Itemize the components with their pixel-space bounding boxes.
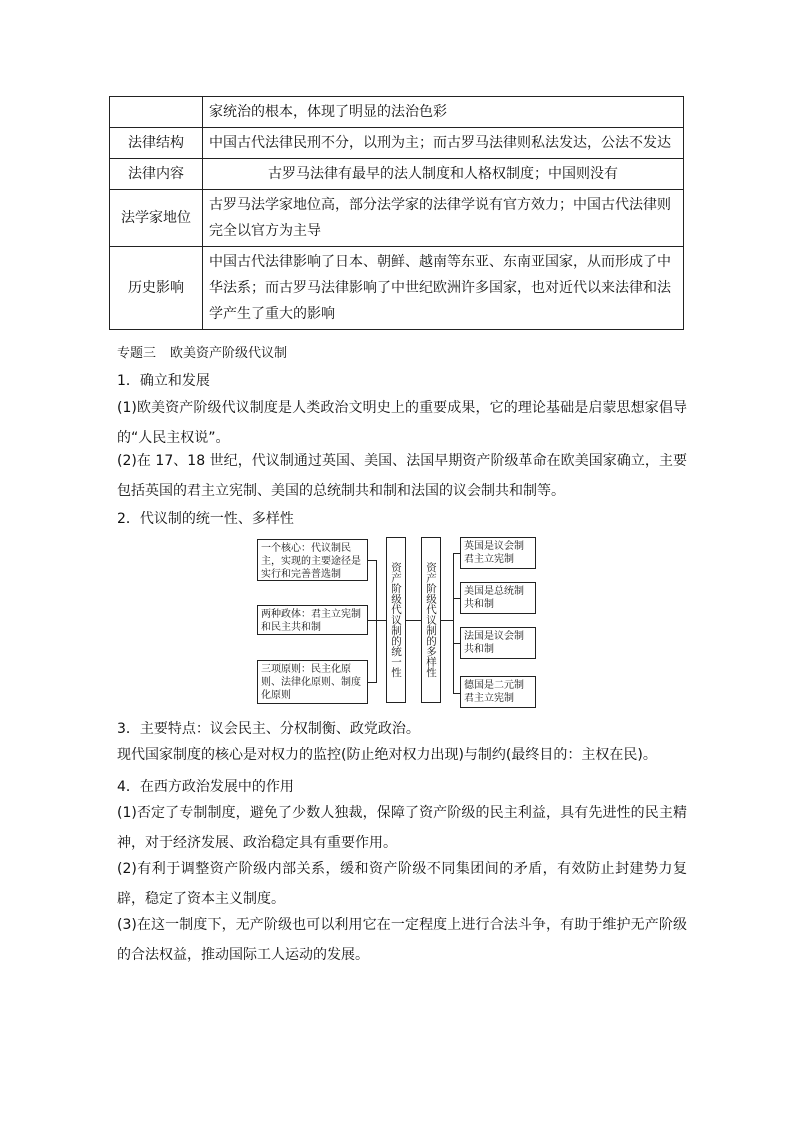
- row-label: [110, 97, 203, 128]
- row-text: 家统治的根本，体现了明显的法治色彩: [203, 97, 684, 128]
- paragraph: (2)在 17、18 世纪，代议制通过英国、美国、法国早期资产阶级革命在欧美国家确立，主要包括英国的君主立宪制、美国的总统制共和制和法国的议会制共和制等。: [117, 453, 687, 499]
- connector-line: [368, 560, 376, 561]
- row-text: 古罗马法律有最早的法人制度和人格权制度；中国则没有: [203, 159, 684, 190]
- row-label: 法律内容: [110, 159, 203, 190]
- connector-line: [453, 643, 460, 644]
- table-row: [110, 247, 684, 330]
- row-label: 法学家地位: [110, 190, 203, 247]
- diagram-box-germany: 德国是二元制君主立宪制: [460, 676, 536, 708]
- structure-diagram: [255, 535, 540, 710]
- table-row: [110, 97, 684, 128]
- section-title: [117, 342, 687, 361]
- section-number: 专题三: [117, 346, 157, 361]
- connector-line: [453, 553, 460, 554]
- paragraph: (3)在这一制度下，无产阶级也可以利用它在一定程度上进行合法斗争，有助于维护无产阶级的合法权益，推动国际工人运动的发展。: [117, 917, 687, 963]
- heading-3: [117, 718, 687, 738]
- heading-3-rest: ：议会民主、分权制衡、政党政治。: [195, 721, 420, 737]
- connector-line: [441, 620, 453, 621]
- heading-2: 2．代议制的统一性、多样性: [117, 511, 294, 527]
- row-label: 法律结构: [110, 128, 203, 159]
- heading-1: 1．确立和发展: [117, 373, 210, 389]
- row-text: 中国古代法律影响了日本、朝鲜、越南等东亚、东南亚国家，从而形成了中华法系；而古罗马法律影响了中世纪欧洲许多国家，也对近代以来法律和法学产生了重大的影响: [203, 247, 684, 330]
- diagram-box-core: 一个核心：代议制民主，实现的主要途径是实行和完善普选制: [257, 539, 368, 581]
- connector-line: [368, 682, 376, 683]
- diagram-box-uk: 英国是议会制君主立宪制: [460, 537, 536, 569]
- connector-line: [453, 598, 460, 599]
- heading-3-prefix: 3．主要特点: [117, 721, 196, 737]
- diagram-box-us: 美国是总统制共和制: [460, 582, 536, 614]
- diagram-box-diversity: 资产阶级代议制的多样性: [421, 537, 441, 703]
- diagram-box-polity: 两种政体：君主立宪制和民主共和制: [257, 605, 368, 635]
- table-row: [110, 128, 684, 159]
- row-text: 古罗马法学家地位高，部分法学家的法律学说有官方效力；中国古代法律则完全以官方为主导: [203, 190, 684, 247]
- paragraph: (1)欧美资产阶级代议制度是人类政治文明史上的重要成果，它的理论基础是启蒙思想家倡导的“人民主权说”。: [117, 400, 687, 446]
- diagram-box-principles: 三项原则：民主化原则、法律化原则、制度化原则: [257, 660, 368, 704]
- table-row: [110, 190, 684, 247]
- paragraph: 现代国家制度的核心是对权力的监控(防止绝对权力出现)与制约(最终目的：主权在民)。: [117, 747, 657, 763]
- diagram-box-france: 法国是议会制共和制: [460, 627, 536, 659]
- comparison-table: [109, 96, 684, 330]
- section-title-text: 欧美资产阶级代议制: [170, 346, 288, 361]
- connector-line: [368, 620, 376, 621]
- row-text: 中国古代法律民刑不分，以刑为主；而古罗马法律则私法发达，公法不发达: [203, 128, 684, 159]
- connector-line: [376, 620, 386, 621]
- connector-line: [453, 553, 454, 694]
- paragraph: (2)有利于调整资产阶级内部关系，缓和资产阶级不同集团间的矛盾，有效防止封建势力复辟，稳定了资本主义制度。: [117, 861, 687, 907]
- connector-line: [453, 693, 460, 694]
- connector-line: [406, 620, 421, 621]
- table-row: [110, 159, 684, 190]
- paragraph: (1)否定了专制制度，避免了少数人独裁，保障了资产阶级的民主利益，具有先进性的民主精神，对于经济发展、政治稳定具有重要作用。: [117, 805, 687, 851]
- heading-4: 4．在西方政治发展中的作用: [117, 779, 294, 795]
- diagram-box-unity: 资产阶级代议制的统一性: [386, 537, 406, 703]
- row-label: 历史影响: [110, 247, 203, 330]
- connector-line: [376, 560, 377, 683]
